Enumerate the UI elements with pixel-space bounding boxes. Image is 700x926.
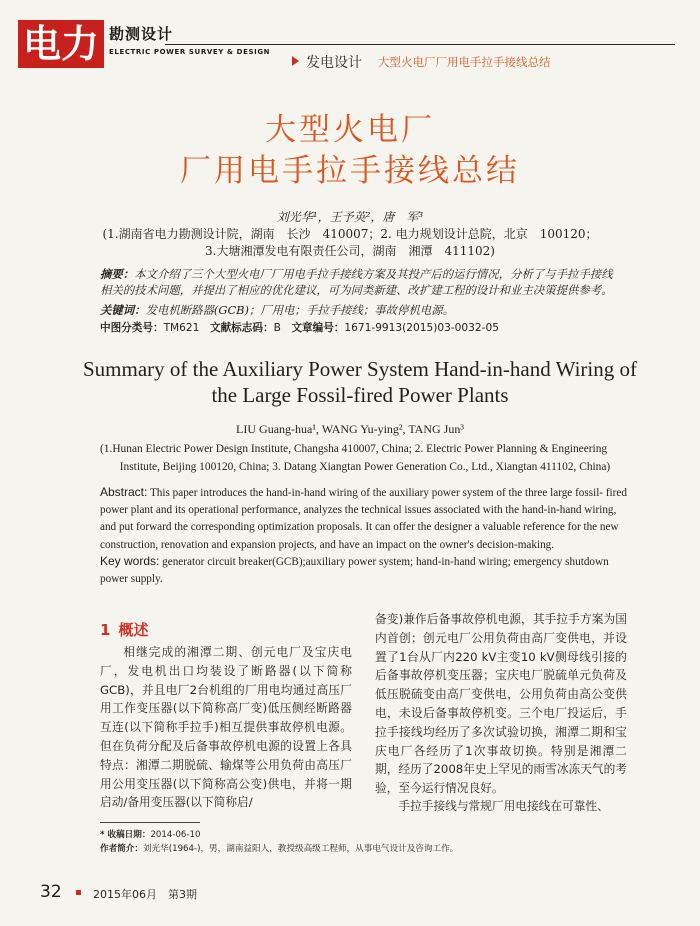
title-en xyxy=(60,356,660,408)
journal-logo: 电力 xyxy=(18,20,104,68)
triangle-bullet-icon xyxy=(292,56,299,66)
affiliations-en-line2: Institute, Beijing 100120, China; 3. Datang Xiangtan Power Generation Co., Ltd., Xiangtan 411102, China) xyxy=(119,461,611,473)
title-en-line2: the Large Fossil-fired Power Plants xyxy=(211,383,509,407)
authors-en: LIU Guang-hua¹, WANG Yu-ying², TANG Jun³ xyxy=(236,422,464,436)
footer-square-icon xyxy=(76,890,81,895)
title-cn-line1: 大型火电厂 xyxy=(265,112,435,148)
keywords-en-label: Key words: xyxy=(100,554,160,568)
article-number-label: 文章编号： xyxy=(291,322,345,334)
section-heading xyxy=(100,619,148,640)
abstract-cn-text: 本文介绍了三个大型火电厂厂用电手拉手接线方案及其投产后的运行情况，分析了与手拉手接线相关的技术问题，并提出了相应的优化建议，可为同类新建、改扩建工程的设计和业主决策提供参考。 xyxy=(100,267,613,297)
clc-value: TM621 xyxy=(163,322,200,334)
received-label: * 收稿日期： xyxy=(100,830,151,840)
header-rule xyxy=(165,44,675,45)
footnote-author-bio xyxy=(100,842,458,854)
title-en-line1: Summary of the Auxiliary Power System Hand-in-hand Wiring of xyxy=(82,357,638,381)
running-title: 大型火电厂厂用电手拉手接线总结 xyxy=(378,55,551,69)
abstract-en-text: This paper introduces the hand-in-hand wiring of the auxiliary power system of the three large fossil- fired power plant and its operational performance, analyzes the technical issues associated with the hand-in-hand wiring, and put forward the corresponding optimization proposals. It can offer the designer a valuable reference for the new construction, renovation and expansion projects, and have an impact on the owner's decision-making. xyxy=(100,487,627,551)
title-cn-line2: 厂用电手拉手接线总结 xyxy=(180,153,520,189)
body-left-column: 相继完成的湘潭二期、创元电厂及宝庆电厂，发电机出口均装设了断路器(以下简称GCB)，并且电厂2台机组的厂用电均通过高压厂用工作变压器(以下简称高厂变)低压侧经断路器互连(以下简称手拉手)相互提供事故停机电源。但在负荷分配及后备事故停机电源的设置上各具特点：湘潭二期脱硫、输煤等公用负荷由高压厂用公用变压器(以下简称高公变)供电，并将一期启动/备用变压器(以下简称启/ xyxy=(100,645,352,810)
received-value: 2014-06-10 xyxy=(150,830,201,840)
abstract-cn-label: 摘要： xyxy=(100,267,135,281)
article-number-value: 1671-9913(2015)03-0032-05 xyxy=(344,322,499,334)
affiliations-cn-line2: 3.大塘湘潭发电有限责任公司，湖南 湘潭 411102) xyxy=(205,244,495,258)
abstract-en xyxy=(100,484,630,554)
keywords-en xyxy=(100,553,630,588)
footnote-rule xyxy=(100,822,200,823)
clc-label: 中图分类号： xyxy=(100,322,164,334)
authors-cn: 刘光华¹，王予英²，唐 军³ xyxy=(276,210,424,224)
doc-code-label: 文献标志码： xyxy=(210,322,274,334)
section-number: 1 xyxy=(100,621,111,639)
page-number: 32 xyxy=(40,882,62,902)
abstract-cn xyxy=(100,266,620,298)
journal-name-en: ELECTRIC POWER SURVEY & DESIGN xyxy=(109,48,271,56)
affiliations-en-line1: (1.Hunan Electric Power Design Institute, Changsha 410007, China; 2. Electric Power Planning & Engineering xyxy=(100,443,608,455)
keywords-cn-text: 发电机断路器(GCB)；厂用电；手拉手接线；事故停机电源。 xyxy=(145,303,455,317)
section-title: 概述 xyxy=(118,621,149,639)
author-bio-value: 刘光华(1964-)，男，湖南益阳人，教授级高级工程师，从事电气设计及咨询工作。 xyxy=(142,844,459,854)
section-label: 发电设计 xyxy=(306,55,362,71)
affiliations-en xyxy=(100,440,630,476)
keywords-cn xyxy=(100,302,620,318)
body-right-column: 备变)兼作后备事故停机电源，其手拉手方案为国内首创；创元电厂公用负荷由高厂变供电，并设置了1台从厂内220 kV主变10 kV侧母线引接的后备事故停机变压器；宝庆电厂脱硫单元负荷及低压脱硫变由高厂变供电，公用负荷由高公变供电，未设后备事故停机变。三个电厂投运后，手拉手接线均经历了多次试验切换，湘潭二期和宝庆电厂各经历了1次事故切换。特别是湘潭二期，经历了2008年史上罕见的雨雪冰冻天气的考验，至今运行情况良好。 xyxy=(375,612,627,796)
issue-info: 2015年06月 第3期 xyxy=(93,888,197,901)
doc-code-value: B xyxy=(273,322,281,334)
body-right-column-paragraph: 手拉手接线与常规厂用电接线在可靠性、 xyxy=(398,799,609,813)
abstract-en-label: Abstract: xyxy=(100,485,148,499)
journal-name-cn: 勘测设计 xyxy=(109,25,174,43)
affiliations-cn-line1: (1.湖南省电力勘测设计院，湖南 长沙 410007；2. 电力规划设计总院，北京 100120； xyxy=(102,227,598,241)
author-bio-label: 作者简介： xyxy=(100,844,143,854)
keywords-cn-label: 关键词： xyxy=(100,303,146,317)
keywords-en-text: generator circuit breaker(GCB);auxiliary power system; hand-in-hand wiring; emergency shutdown power supply. xyxy=(100,556,609,586)
classification-info xyxy=(100,320,620,336)
footnote-received xyxy=(100,828,200,840)
